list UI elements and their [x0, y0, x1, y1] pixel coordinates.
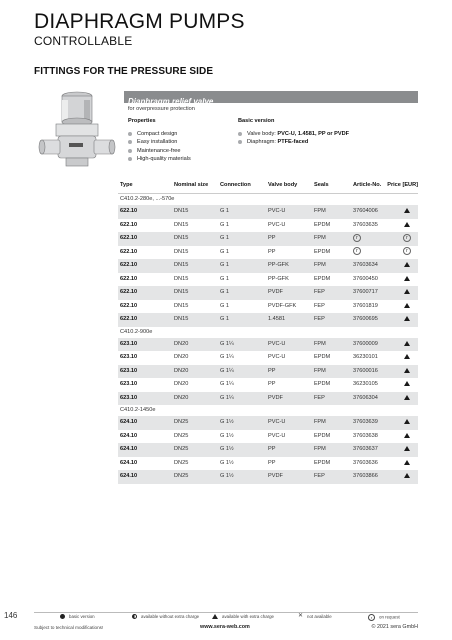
table-cell-size: DN15 — [174, 235, 189, 241]
table-cell-art: 37603637 — [353, 446, 378, 452]
table-cell-seal: FPM — [314, 235, 326, 241]
table-cell-conn: G 1¼ — [220, 381, 234, 387]
product-title-bar — [124, 91, 418, 106]
table-cell-type: 623.10 — [120, 340, 138, 347]
table-header — [118, 182, 418, 194]
list-item: High-quality materials — [128, 155, 191, 163]
table-cell-price — [398, 416, 416, 430]
table-cell-seal: EPDM — [314, 221, 331, 228]
table-group-label: C410.2-280e, ...-570e — [120, 196, 175, 202]
table-cell-type: 623.10 — [120, 381, 138, 387]
table-row — [118, 338, 418, 352]
on-request-icon: r — [353, 234, 361, 242]
table-row — [118, 286, 418, 300]
header-valve-body: Valve body — [268, 182, 298, 188]
table-cell-conn: G 1 — [220, 275, 230, 282]
table-cell-body: PVC-U — [268, 208, 286, 214]
table-cell-body: PVC-U — [268, 419, 286, 425]
triangle-icon — [404, 419, 410, 424]
filled-circle-icon — [60, 614, 65, 619]
table-cell-art: 37603636 — [353, 459, 378, 466]
table-cell-type: 622.10 — [120, 221, 138, 228]
table-row — [118, 430, 418, 444]
table-cell-art: 37603634 — [353, 262, 378, 268]
table-cell-size: DN25 — [174, 473, 189, 479]
table-cell-size: DN25 — [174, 459, 189, 466]
table-cell-size: DN25 — [174, 432, 189, 439]
triangle-icon — [404, 395, 410, 400]
legend-basic-version: basic version — [60, 614, 95, 619]
table-cell-price — [398, 219, 416, 233]
triangle-icon — [404, 276, 410, 281]
table-cell-art: 37600016 — [353, 367, 378, 374]
triangle-icon — [404, 222, 410, 227]
table-row — [118, 246, 418, 260]
table-cell-body: PVC-U — [268, 221, 286, 228]
table-cell-type: 622.10 — [120, 289, 138, 295]
table-cell-conn: G 1¼ — [220, 354, 234, 360]
table-cell-price — [398, 457, 416, 471]
table-cell-conn: G 1 — [220, 208, 230, 214]
table-cell-price — [398, 470, 416, 484]
table-cell-price — [398, 378, 416, 392]
table-cell-type: 624.10 — [120, 419, 138, 425]
table-cell-size: DN20 — [174, 394, 189, 401]
table-cell-size: DN15 — [174, 316, 189, 322]
table-cell-type: 622.10 — [120, 262, 138, 268]
table-cell-body: 1.4581 — [268, 316, 286, 322]
table-cell-body: PVC-U — [268, 432, 286, 439]
table-cell-seal: FEP — [314, 394, 325, 401]
table-cell-type: 624.10 — [120, 432, 138, 439]
table-cell-type: 623.10 — [120, 367, 138, 374]
table-cell-art: 36230101 — [353, 354, 378, 360]
product-table — [118, 182, 418, 484]
header-connection: Connection — [220, 182, 251, 188]
table-cell-body: PVDF — [268, 394, 283, 401]
table-cell-type: 623.10 — [120, 354, 138, 360]
table-cell-price — [398, 365, 416, 379]
table-cell-price — [398, 232, 416, 246]
list-item: Maintenance-free — [128, 147, 191, 155]
table-cell-conn: G 1½ — [220, 446, 234, 452]
table-row — [118, 443, 418, 457]
table-cell-art: 37603638 — [353, 432, 378, 439]
table-cell-seal: EPDM — [314, 275, 331, 282]
table-cell-conn: G 1½ — [220, 432, 234, 439]
relief-valve-image — [36, 88, 118, 178]
table-cell-type: 624.10 — [120, 446, 138, 452]
table-cell-price — [398, 392, 416, 406]
table-body — [118, 194, 418, 484]
triangle-icon — [212, 614, 218, 619]
footer-note: Subject to technical modifications! — [34, 625, 104, 630]
table-cell-conn: G 1 — [220, 248, 230, 255]
table-cell-body: PP — [268, 446, 276, 452]
page-title: DIAPHRAGM PUMPS — [34, 10, 245, 33]
basic-version-heading: Basic version — [238, 118, 275, 124]
table-cell-conn: G 1 — [220, 262, 230, 268]
list-item: Diaphragm: PTFE-faced — [238, 138, 349, 146]
list-item: Easy installation — [128, 138, 191, 146]
table-cell-conn: G 1¼ — [220, 367, 234, 374]
triangle-icon — [404, 303, 410, 308]
table-cell-body: PP — [268, 459, 276, 466]
table-cell-conn: G 1 — [220, 221, 230, 228]
table-cell-art: 37606304 — [353, 394, 378, 401]
table-row — [118, 232, 418, 246]
page-header — [34, 10, 245, 48]
table-row — [118, 259, 418, 273]
table-cell-size: DN20 — [174, 340, 189, 347]
table-cell-conn: G 1½ — [220, 419, 234, 425]
table-cell-art: 37600009 — [353, 340, 378, 347]
table-row — [118, 351, 418, 365]
table-cell-size: DN25 — [174, 446, 189, 452]
table-cell-size: DN15 — [174, 221, 189, 228]
table-cell-art: 37600450 — [353, 275, 378, 282]
table-cell-seal: FPM — [314, 208, 326, 214]
triangle-icon — [404, 473, 410, 478]
triangle-icon — [404, 433, 410, 438]
table-cell-price — [398, 430, 416, 444]
header-type: Type — [120, 182, 133, 188]
table-cell-price — [398, 259, 416, 273]
table-cell-art: 37603866 — [353, 473, 378, 479]
triangle-icon — [404, 460, 410, 465]
product-subtitle: for overpressure protection — [128, 106, 195, 112]
cross-icon: ✕ — [298, 613, 304, 620]
r-circle-icon: r — [368, 614, 375, 621]
table-group-label: C410.2-900e — [120, 328, 153, 335]
table-cell-price — [398, 351, 416, 365]
table-cell-seal: FEP — [314, 302, 325, 309]
table-cell-size: DN20 — [174, 367, 189, 374]
table-cell-type: 624.10 — [120, 473, 138, 479]
table-group-label: C410.2-1450e — [120, 407, 156, 413]
table-cell-conn: G 1½ — [220, 459, 234, 466]
table-cell-type: 622.10 — [120, 248, 138, 255]
triangle-icon — [404, 289, 410, 294]
footer-website[interactable]: www.sera-web.com — [200, 624, 250, 630]
table-cell-art: 36230105 — [353, 381, 378, 387]
header-nominal-size: Nominal size — [174, 182, 209, 188]
table-cell-seal: FPM — [314, 367, 326, 374]
table-cell-body: PP-GFK — [268, 262, 289, 268]
table-cell-art: 37603639 — [353, 419, 378, 425]
page-number: 146 — [4, 611, 18, 620]
table-cell-body: PP — [268, 248, 276, 255]
table-cell-body: PVC-U — [268, 340, 286, 347]
header-price: Price [EUR] — [387, 182, 418, 188]
table-cell-type: 622.10 — [120, 275, 138, 282]
triangle-icon — [404, 316, 410, 321]
properties-heading: Properties — [128, 118, 156, 124]
triangle-icon — [404, 368, 410, 373]
triangle-icon — [404, 208, 410, 213]
table-cell-price — [398, 246, 416, 260]
table-cell-conn: G 1½ — [220, 473, 234, 479]
table-cell-size: DN15 — [174, 289, 189, 295]
table-row — [118, 205, 418, 219]
table-cell-art — [353, 246, 361, 260]
footer-divider — [34, 612, 418, 613]
basic-version-list — [238, 130, 349, 147]
table-cell-seal: FPM — [314, 446, 326, 452]
table-cell-seal: EPDM — [314, 459, 331, 466]
triangle-icon — [404, 262, 410, 267]
table-cell-seal: EPDM — [314, 354, 331, 360]
table-row — [118, 300, 418, 314]
legend-not-available: ✕ not available — [298, 613, 332, 620]
table-cell-type: 622.10 — [120, 316, 138, 322]
table-cell-size: DN25 — [174, 419, 189, 425]
table-cell-art — [353, 232, 361, 246]
table-cell-size: DN20 — [174, 354, 189, 360]
table-cell-seal: FPM — [314, 262, 326, 268]
table-row — [118, 470, 418, 484]
table-cell-body: PVC-U — [268, 354, 286, 360]
table-cell-art: 37603635 — [353, 221, 378, 228]
table-cell-seal: FEP — [314, 316, 325, 322]
table-cell-type: 622.10 — [120, 208, 138, 214]
table-cell-price — [398, 338, 416, 352]
table-cell-body: PP — [268, 235, 276, 241]
footer-copyright: © 2021 sera GmbH — [371, 624, 418, 630]
table-cell-price — [398, 205, 416, 219]
properties-list — [128, 130, 191, 163]
table-cell-body: PVDF — [268, 289, 283, 295]
triangle-icon — [404, 341, 410, 346]
table-row — [118, 273, 418, 287]
table-cell-seal: EPDM — [314, 248, 331, 255]
on-request-icon: r — [353, 247, 361, 255]
table-row — [118, 392, 418, 406]
table-cell-type: 622.10 — [120, 235, 138, 241]
table-cell-size: DN15 — [174, 208, 189, 214]
on-request-icon: r — [403, 234, 411, 242]
table-cell-conn: G 1¼ — [220, 394, 234, 401]
table-cell-type: 622.10 — [120, 302, 138, 309]
header-seals: Seals — [314, 182, 329, 188]
product-name: Diaphragm relief valve — [128, 97, 214, 106]
table-cell-body: PVDF-GFK — [268, 302, 297, 309]
list-item: Compact design — [128, 130, 191, 138]
table-cell-seal: EPDM — [314, 432, 331, 439]
table-cell-size: DN15 — [174, 262, 189, 268]
table-cell-price — [398, 443, 416, 457]
table-cell-price — [398, 313, 416, 327]
table-cell-price — [398, 273, 416, 287]
triangle-icon — [404, 446, 410, 451]
table-cell-seal: FEP — [314, 473, 325, 479]
page-subtitle: CONTROLLABLE — [34, 34, 133, 48]
legend-with-charge: available with extra charge — [212, 614, 274, 619]
table-cell-conn: G 1 — [220, 235, 230, 241]
triangle-icon — [404, 381, 410, 386]
half-circle-icon — [132, 614, 137, 619]
table-row — [118, 219, 418, 233]
table-row — [118, 457, 418, 471]
table-cell-body: PVDF — [268, 473, 283, 479]
triangle-icon — [404, 354, 410, 359]
table-cell-art: 37600717 — [353, 289, 378, 295]
table-cell-art: 37601819 — [353, 302, 378, 309]
table-row — [118, 313, 418, 327]
table-cell-art: 37604006 — [353, 208, 378, 214]
table-row — [118, 416, 418, 430]
table-cell-conn: G 1¼ — [220, 340, 234, 347]
table-cell-conn: G 1 — [220, 289, 230, 295]
table-cell-seal: FEP — [314, 289, 325, 295]
table-cell-size: DN15 — [174, 275, 189, 282]
table-cell-art: 37600695 — [353, 316, 378, 322]
table-row — [118, 365, 418, 379]
table-row — [118, 378, 418, 392]
table-cell-size: DN20 — [174, 381, 189, 387]
table-cell-conn: G 1 — [220, 316, 230, 322]
on-request-icon: r — [403, 247, 411, 255]
section-title: FITTINGS FOR THE PRESSURE SIDE — [34, 66, 214, 77]
legend-without-charge: available without extra charge — [132, 614, 199, 619]
table-cell-body: PP — [268, 381, 276, 387]
table-cell-conn: G 1 — [220, 302, 230, 309]
table-cell-price — [398, 286, 416, 300]
header-article-no: Article-No. — [353, 182, 382, 188]
table-cell-seal: FPM — [314, 419, 326, 425]
table-cell-body: PP-GFK — [268, 275, 289, 282]
legend-on-request: r on request — [368, 614, 400, 621]
list-item: Valve body: PVC-U, 1.4581, PP or PVDF — [238, 130, 349, 138]
table-cell-size: DN15 — [174, 248, 189, 255]
table-cell-body: PP — [268, 367, 276, 374]
table-cell-price — [398, 300, 416, 314]
table-cell-size: DN15 — [174, 302, 189, 309]
table-cell-seal: EPDM — [314, 381, 331, 387]
table-cell-type: 624.10 — [120, 459, 138, 466]
table-cell-type: 623.10 — [120, 394, 138, 401]
table-cell-seal: FPM — [314, 340, 326, 347]
